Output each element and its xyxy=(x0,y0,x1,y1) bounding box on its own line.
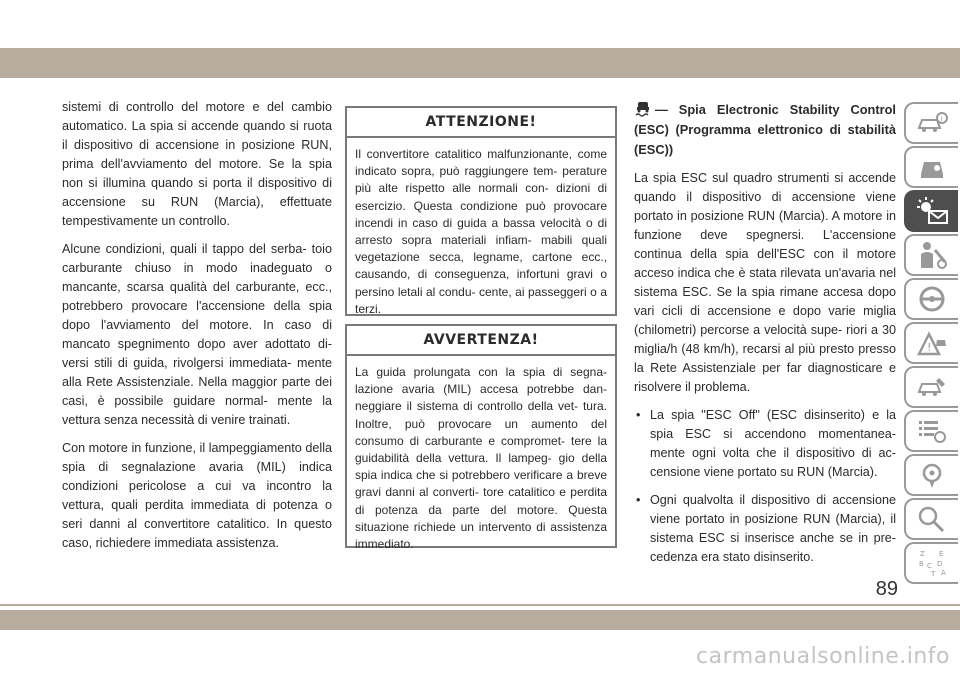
header-band xyxy=(0,48,960,78)
esc-paragraph: La spia ESC sul quadro strumenti si accende quando il dispositivo di accensione viene portato in posizione RUN (Marcia). A motore in funzione deve spegnersi. L'accensione continua della spia dell'ESC con il motore acceso indica che è stata rilevata un'avaria nel sistema ESC. Se la spia rimane accesa dopo vari cicli di accensione e dopo varie miglia (chilometri) percorse a velocità supe- riori a 30 miglia/h (48 km/h), recarsi al più presto presso la Rete Assistenziale per far diagnosticare e risolvere il problema. xyxy=(634,171,896,394)
index-letter-7: A xyxy=(941,569,946,577)
esc-bullet-2: • Ogni qualvolta il dispositivo di accensione viene portato in posizione RUN (Marcia), il sistema ESC si inserisce anche se in pre- cedenza era stato disinserito. xyxy=(634,491,896,567)
tab-car-info[interactable] xyxy=(904,102,958,144)
index-letter-3: B xyxy=(919,560,924,568)
esc-bullet-1: • La spia "ESC Off" (ESC disinserito) e la spia ESC si accendono momentanea- mente ogni volta che il dispositivo di ac- censione viene portato su RUN (Marcia). xyxy=(634,406,896,482)
index-letter-6: T xyxy=(931,570,936,578)
tab-car-interior[interactable] xyxy=(904,146,958,188)
left-paragraph-3: Con motore in funzione, il lampeggiamento della spia di segnalazione avaria (MIL) indica condizioni pericolose a cui va incontro la vettura, quali perdita immediata di potenza o seri danni al convertitore catalitico. In questo caso, richiedere immediata assistenza. xyxy=(62,441,332,550)
svg-text:i: i xyxy=(940,115,943,123)
alphabetical-index-icon xyxy=(915,548,949,578)
steering-wheel-icon xyxy=(915,284,949,314)
avvertenza-title: AVVERTENZA! xyxy=(347,326,615,356)
attenzione-box xyxy=(345,106,617,316)
esc-heading xyxy=(634,100,896,160)
car-interior-icon xyxy=(915,152,949,182)
page-number: 89 xyxy=(875,578,898,600)
esc-bullet-list xyxy=(634,406,896,567)
tab-search[interactable] xyxy=(904,498,958,540)
search-icon xyxy=(915,504,949,534)
right-column xyxy=(634,100,896,576)
avvertenza-box xyxy=(345,324,617,552)
safety-person-icon xyxy=(915,240,949,270)
footer-band xyxy=(0,610,960,630)
tab-specifications[interactable] xyxy=(904,410,958,452)
left-paragraph-2: Alcune condizioni, quali il tappo del serba- toio carburante chiuso in modo inadeguato o mancante, scarsa qualità del carburante, ecc., potrebbero provocare l'accensione della spia dopo l'avviamento del motore. In caso di mancato spegnimento dopo aver adottato di- versi stili di guida, rivolgersi immediata- mente alla Rete Assistenziale. Nella maggior parte dei casi, è possibile guidare normal- mente la vettura senza necessità di venire trainati. xyxy=(62,242,332,427)
multimedia-icon xyxy=(915,460,949,490)
tab-multimedia[interactable] xyxy=(904,454,958,496)
tab-emergency[interactable] xyxy=(904,322,958,364)
car-service-icon xyxy=(915,372,949,402)
tab-warning-lights[interactable] xyxy=(904,190,958,232)
watermark: carmanualsonline.info xyxy=(696,644,950,669)
attenzione-title: ATTENZIONE! xyxy=(347,108,615,138)
footer-line xyxy=(0,604,960,606)
chapter-sidebar xyxy=(904,102,960,586)
warning-light-message-icon xyxy=(915,196,949,226)
emergency-triangle-icon xyxy=(915,328,949,358)
tab-service[interactable] xyxy=(904,366,958,408)
left-paragraph-1: sistemi di controllo del motore e del cambio automatico. La spia si accende quando si ruota il dispositivo di accensione in posizione RUN, prima dell'avviamento del motore. Se la spia non si illumina quando si porta il dispositivo di accensione su RUN (Marcia), effettuate tempestivamente un controllo. xyxy=(62,100,332,228)
tab-starting-driving[interactable] xyxy=(904,278,958,320)
index-letter-2: E xyxy=(939,550,944,558)
svg-text:!: ! xyxy=(927,341,932,354)
tab-safety[interactable] xyxy=(904,234,958,276)
index-letter-1: Z xyxy=(920,550,925,558)
tab-index[interactable] xyxy=(904,542,958,584)
attenzione-text: Il convertitore catalitico malfunzionante, come indicato sopra, può raggiungere tem- perature più alte rispetto alle normali con- dizioni di esercizio. Questa condizione può provocare incendi in caso di guida a bassa velocità o di arresto sopra materiali infiam- mabili quali vegetazione secca, legname, cartone ecc., causando, di conseguenza, infortuni gravi o persino letali al condu- cente, ai passeggeri o a terzi. xyxy=(355,147,607,316)
car-info-icon xyxy=(915,108,949,138)
left-column xyxy=(62,98,332,562)
specifications-list-icon xyxy=(915,416,949,446)
esc-warning-icon xyxy=(634,101,652,117)
avvertenza-text: La guida prolungata con la spia di segna- lazione avaria (MIL) accesa potrebbe dan- neggiare il sistema di controllo della vet- tura. Inoltre, può provocare un aumento del consumo di carburante e compromet- tere la guidabilità della vettura. Il lampeg- gio della spia indica che si potrebbero verificare a breve gravi danni al converti- tore catalitico e perdita di potenza da parte del motore. Questa situazione richiede un intervento di assistenza immediato. xyxy=(355,365,607,552)
esc-heading-text: — Spia Electronic Stability Control (ESC) (Programma elettronico di stabilità (ESC)) xyxy=(634,102,896,157)
index-letter-5: D xyxy=(937,560,943,568)
index-letter-4: C xyxy=(927,562,932,570)
